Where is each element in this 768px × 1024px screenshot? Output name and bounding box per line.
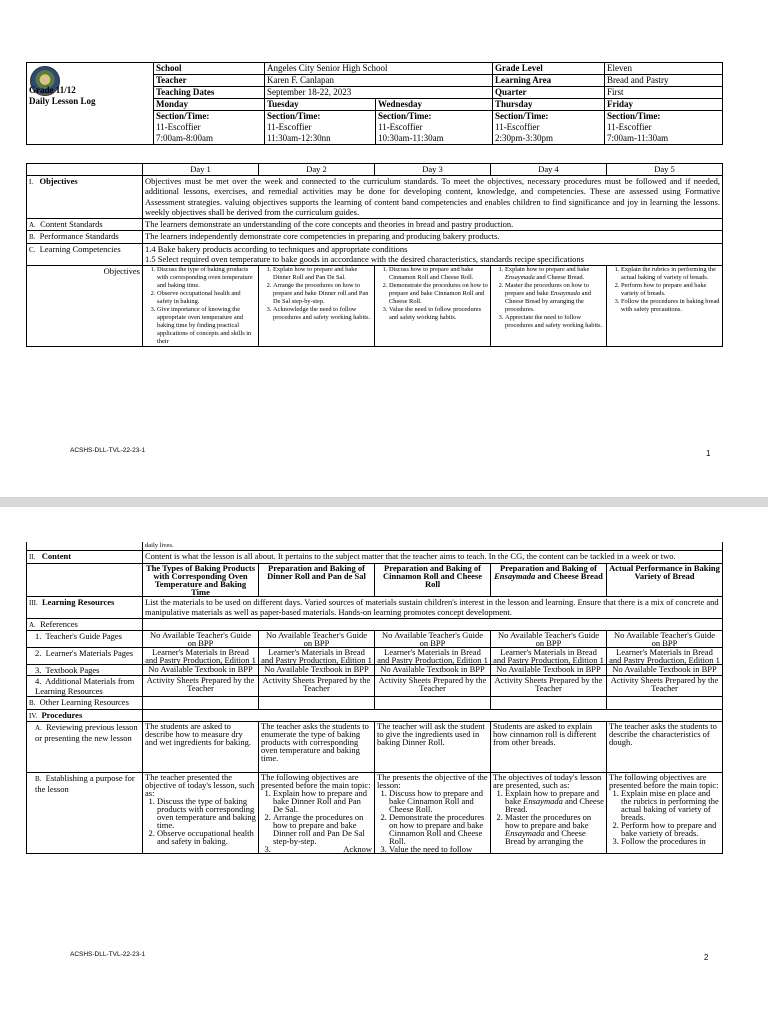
form-title-dll: Daily Lesson Log: [29, 95, 96, 106]
content-day-5: Actual Performance in Baking Variety of Bread: [607, 563, 723, 596]
learners-materials-day-1: Learner's Materials in Bread and Pastry Production, Edition 1: [143, 648, 259, 665]
additional-day-3: Activity Sheets Prepared by the Teacher: [375, 676, 491, 697]
reviewing-day-3: The teacher will ask the student to give the ingredients used in baking Dinner Roll.: [375, 722, 491, 773]
day-1-header: Day 1: [143, 164, 259, 176]
additional-materials-label: 4. Additional Materials from Learning Resources: [27, 676, 143, 697]
section-time-thursday: Section/Time: 11-Escoffier 2:30pm-3:30pm: [493, 111, 605, 145]
page-2-number: 2: [704, 953, 709, 962]
learning-area-label: Learning Area: [493, 75, 605, 87]
learning-resources-label: III. Learning Resources: [27, 596, 143, 618]
objectives-day-1: 1. Discuss the type of baking products with corresponding oven temperature and baking time. 2. Observe occupational health and safety in baking. 3. Give importance of knowing the appropriate oven temperature and baking time by finding practical applications of concepts and skills in their: [143, 265, 259, 347]
objectives-description: Objectives must be met over the week and connected to the curriculum standards. To meet the objectives, necessary procedures must be followed and if needed, additional lessons, exercises, and remedial activities may be done for developing content, knowledge, and competencies. These are assessed using Formative Assessment strategies. valuing objectives supports the learning of content band competencies and enables children to find significance and joy in learning the lessons. weekly objectives shall be derived from the curriculum guides.: [143, 175, 723, 218]
establishing-label: B. Establishing a purpose for the lesson: [27, 773, 143, 854]
objectives-table: [26, 163, 723, 347]
grade-level-label: Grade Level: [493, 63, 605, 75]
textbook-day-4: No Available Textbook in BPP: [491, 665, 607, 676]
day-3-header: Day 3: [375, 164, 491, 176]
reviewing-label: A. Reviewing previous lesson or presenting the new lesson: [27, 722, 143, 773]
textbook-label: 3. Textbook Pages: [27, 665, 143, 676]
teachers-guide-day-4: No Available Teacher's Guide on BPP: [491, 631, 607, 648]
learners-materials-day-4: Learner's Materials in Bread and Pastry Production, Edition 1: [491, 648, 607, 665]
page-2-footer-code: ACSHS-DLL-TVL-22-23-1: [70, 951, 146, 958]
form-title-cell: [27, 63, 154, 111]
grade-level-value: Eleven: [605, 63, 723, 75]
learners-materials-day-2: Learner's Materials in Bread and Pastry Production, Edition 1: [259, 648, 375, 665]
teacher-value: Karen F. Canlapan: [265, 75, 493, 87]
additional-day-1: Activity Sheets Prepared by the Teacher: [143, 676, 259, 697]
reviewing-day-5: The teacher asks the students to describe the characteristics of dough.: [607, 722, 723, 773]
teachers-guide-label: 1. Teacher's Guide Pages: [27, 631, 143, 648]
day-monday: Monday: [154, 99, 265, 111]
content-description: Content is what the lesson is all about. It pertains to the subject matter that the teacher aims to teach. In the CG, the content can be tackled in a week or two.: [143, 551, 723, 564]
teaching-dates-label: Teaching Dates: [154, 87, 265, 99]
textbook-day-3: No Available Textbook in BPP: [375, 665, 491, 676]
textbook-day-2: No Available Textbook in BPP: [259, 665, 375, 676]
learners-materials-day-3: Learner's Materials in Bread and Pastry Production, Edition 1: [375, 648, 491, 665]
school-value: Angeles City Senior High School: [265, 63, 493, 75]
content-section-label: II. Content: [27, 551, 143, 564]
teachers-guide-day-3: No Available Teacher's Guide on BPP: [375, 631, 491, 648]
establishing-day-2: The following objectives are presented before the main topic: 1. Explain how to prepare and bake Dinner Roll and Pan De Sal. 2. Arrange the procedures on how to prepare and bake Dinner roll and Pan De Sal step-by-step. 3. Acknow: [259, 773, 375, 854]
teaching-dates-value: September 18-22, 2023: [265, 87, 493, 99]
day-5-header: Day 5: [607, 164, 723, 176]
objectives-day-4: 1. Explain how to prepare and bake Ensaymada and Cheese Bread. 2. Master the procedures on how to prepare and bake Ensaymada and Cheese Bread by arranging the procedures. 3. Appreciate the need to follow procedures and safety working habits.: [491, 265, 607, 347]
objectives-day-3: 1. Discuss how to prepare and bake Cinnamon Roll and Cheese Roll. 2. Demonstrate the procedures on how to prepare and bake Cinnamon Roll and Cheese Roll. 3. Value the need to follow procedures and safety working habits.: [375, 265, 491, 347]
objectives-section-label: I. Objectives: [27, 175, 143, 218]
section-time-tuesday: Section/Time: 11-Escoffier 11:30am-12:30nn: [265, 111, 376, 145]
carryover-text: daily lives.: [143, 542, 723, 551]
performance-standards-text: The learners independently demonstrate core competencies in preparing and producing bakery products.: [143, 231, 723, 244]
content-resources-table: [26, 542, 723, 854]
procedures-label: IV. Procedures: [27, 709, 143, 722]
teachers-guide-day-1: No Available Teacher's Guide on BPP: [143, 631, 259, 648]
day-wednesday: Wednesday: [376, 99, 493, 111]
day-2-header: Day 2: [259, 164, 375, 176]
textbook-day-1: No Available Textbook in BPP: [143, 665, 259, 676]
content-standards-label: A. Content Standards: [27, 218, 143, 231]
content-day-2: Preparation and Baking of Dinner Roll and Pan de Sal: [259, 563, 375, 596]
references-label: A. References: [27, 618, 143, 631]
teacher-label: Teacher: [154, 75, 265, 87]
additional-day-4: Activity Sheets Prepared by the Teacher: [491, 676, 607, 697]
reviewing-day-1: The students are asked to describe how to measure dry and wet ingredients for baking.: [143, 722, 259, 773]
section-time-wednesday: Section/Time: 11-Escoffier 10:30am-11:30am: [376, 111, 493, 145]
reviewing-day-4: Students are asked to explain how cinnamon roll is different from other breads.: [491, 722, 607, 773]
document-page-1: [0, 0, 768, 497]
objectives-day-5: 1. Explain the rubrics in performing the actual baking of variety of breads. 2. Perform how to prepare and bake variety of breads. 3. Follow the procedures in baking bread with safety precautions.: [607, 265, 723, 347]
learning-resources-text: List the materials to be used on different days. Varied sources of materials sustain children's interest in the lesson and learning. Ensure that there is a mix of concrete and manipulative materials as well as paper-based materials. Hands-on learning promotes concept development.: [143, 596, 723, 618]
objectives-row-label: Objectives: [27, 265, 143, 347]
day-4-header: Day 4: [491, 164, 607, 176]
learning-competencies-label: C. Learning Competencies: [27, 243, 143, 265]
header-table: [26, 62, 723, 145]
teachers-guide-day-2: No Available Teacher's Guide on BPP: [259, 631, 375, 648]
content-day-3: Preparation and Baking of Cinnamon Roll and Cheese Roll: [375, 563, 491, 596]
performance-standards-label: B. Performance Standards: [27, 231, 143, 244]
textbook-day-5: No Available Textbook in BPP: [607, 665, 723, 676]
section-time-monday: Section/Time: 11-Escoffier 7:00am-8:00am: [154, 111, 265, 145]
page-1-footer-code: ACSHS-DLL-TVL-22-23-1: [70, 447, 146, 454]
school-label: School: [154, 63, 265, 75]
establishing-day-1: The teacher presented the objective of today's lesson, such as: 1. Discuss the type of baking products with corresponding oven temperature and baking time. 2. Observe occupational health and safety in baking.: [143, 773, 259, 854]
additional-day-5: Activity Sheets Prepared by the Teacher: [607, 676, 723, 697]
page-separator: [0, 497, 768, 507]
content-day-4: Preparation and Baking of Ensaymada and Cheese Bread: [491, 563, 607, 596]
additional-day-2: Activity Sheets Prepared by the Teacher: [259, 676, 375, 697]
learning-competencies-text: 1.4 Bake bakery products according to techniques and appropriate conditions 1.5 Select required oven temperature to bake goods in accordance with the desired characteristics, standards recipe specifications: [143, 243, 723, 265]
document-page-2: [0, 507, 768, 1024]
content-standards-text: The learners demonstrate an understanding of the core concepts and theories in bread and pastry production.: [143, 218, 723, 231]
quarter-value: First: [605, 87, 723, 99]
day-friday: Friday: [605, 99, 723, 111]
day-tuesday: Tuesday: [265, 99, 376, 111]
learners-materials-day-5: Learner's Materials in Bread and Pastry Production, Edition 1: [607, 648, 723, 665]
learners-materials-label: 2. Learner's Materials Pages: [27, 648, 143, 665]
establishing-day-5: The following objectives are presented before the main topic: 1. Explain mise en place and the rubrics in performing the actual baking of variety of breads. 2. Perform how to prepare and bake variety of breads. 3. Follow the procedures in: [607, 773, 723, 854]
page-1-number: 1: [706, 449, 711, 458]
section-time-friday: Section/Time: 11-Escoffier 7:00am-11:30am: [605, 111, 723, 145]
day-thursday: Thursday: [493, 99, 605, 111]
other-resources-label: B. Other Learning Resources: [27, 697, 143, 710]
learning-area-value: Bread and Pastry: [605, 75, 723, 87]
objectives-day-2: 1. Explain how to prepare and bake Dinner Roll and Pan De Sal. 2. Arrange the procedures on how to prepare and bake Dinner roll and Pan De Sal step-by-step. 3. Acknowledge the need to follow procedures and safety working habits.: [259, 265, 375, 347]
establishing-day-4: The objectives of today's lesson are presented, such as: 1. Explain how to prepare and bake Ensaymada and Cheese Bread. 2. Master the procedures on how to prepare and bake Ensaymada and Cheese Bread by arranging the: [491, 773, 607, 854]
teachers-guide-day-5: No Available Teacher's Guide on BPP: [607, 631, 723, 648]
form-title-grade: Grade 11/12: [29, 84, 76, 95]
content-day-1: The Types of Baking Products with Corresponding Oven Temperature and Baking Time: [143, 563, 259, 596]
establishing-day-3: The presents the objective of the lesson: 1. Discuss how to prepare and bake Cinnamon Roll and Cheese Roll. 2. Demonstrate the procedures on how to prepare and bake Cinnamon Roll and Cheese Roll. 3. Value the need to follow: [375, 773, 491, 854]
quarter-label: Quarter: [493, 87, 605, 99]
reviewing-day-2: The teacher asks the students to enumerate the type of baking products with corresponding oven temperature and baking time.: [259, 722, 375, 773]
